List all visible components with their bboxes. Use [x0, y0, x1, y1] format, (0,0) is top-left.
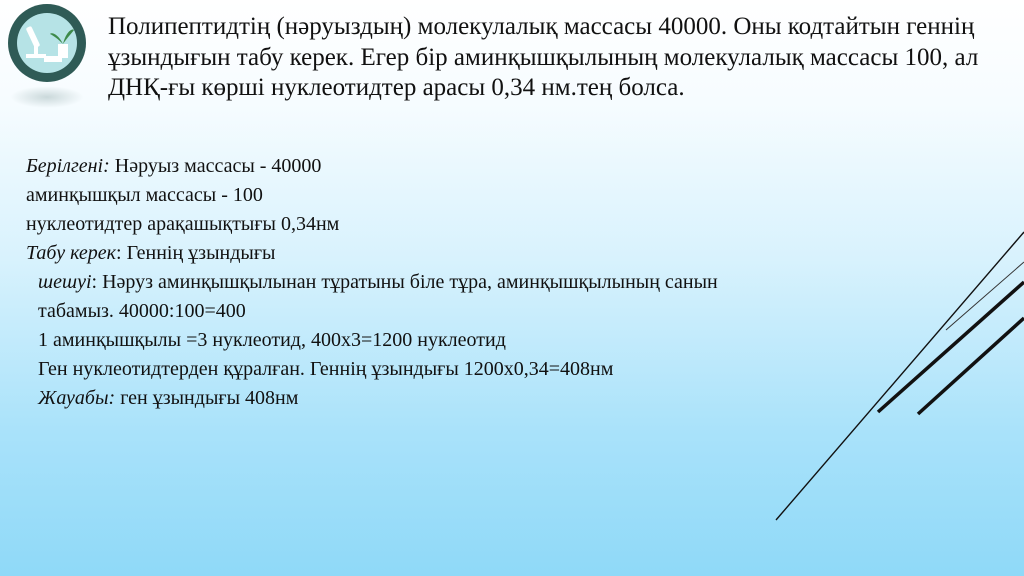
- solution-line-4: Ген нуклеотидтерден құралған. Геннің ұзындығы 1200х0,34=408нм: [38, 358, 614, 380]
- logo-shadow: [10, 86, 84, 108]
- solution-line-3: 1 аминқышқылы =3 нуклеотид, 400х3=1200 нуклеотид: [38, 329, 506, 351]
- solution-1: : Нәруз аминқышқылынан тұратыны біле тұра, аминқышқылының санын: [91, 271, 718, 293]
- solution-line-1: [26, 268, 926, 297]
- given-1: Нәруыз массасы - 40000: [109, 155, 322, 177]
- solution-line-2: табамыз. 40000:100=400: [38, 300, 246, 322]
- given-label: Берілгені:: [26, 155, 110, 177]
- answer-text: ген ұзындығы 408нм: [115, 387, 299, 409]
- solution-body: [26, 152, 926, 413]
- given-line-1: [26, 152, 926, 181]
- science-lab-icon: [8, 4, 86, 82]
- find-line: [26, 239, 926, 268]
- deco-line-thick-2: [918, 318, 1024, 414]
- answer-line: [26, 384, 926, 413]
- find-label: Табу керек: [26, 242, 117, 264]
- given-line-2: аминқышқыл массасы - 100: [26, 184, 263, 206]
- find-text: : Геннің ұзындығы: [116, 242, 276, 264]
- answer-label: Жауабы:: [38, 387, 116, 409]
- task-title: Полипептидтің (нәруыздың) молекулалық массасы 40000. Оны кодтайтын геннің ұзындығын табу керек. Егер бір аминқышқылының молекулалық массасы 100, ал ДНҚ-ғы көрші нуклеотидтер арасы 0,34 нм.тең болса.: [108, 13, 979, 101]
- deco-line-thin-2: [946, 262, 1024, 330]
- solution-label: шешуі: [38, 271, 92, 293]
- given-line-3: нуклеотидтер арақашықтығы 0,34нм: [26, 213, 340, 235]
